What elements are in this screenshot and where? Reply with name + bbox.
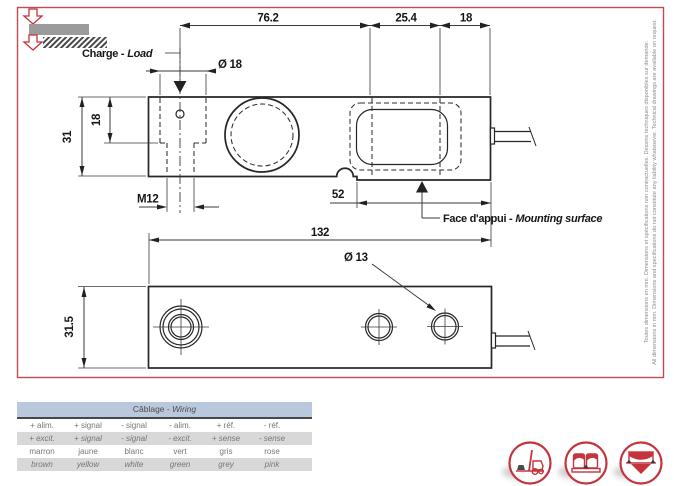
load-direction-icon [24, 9, 107, 50]
fixing-hole [361, 309, 397, 345]
cell: + signal [74, 434, 102, 443]
cell: - réf. [263, 421, 281, 430]
dim-height-31: 31 [62, 130, 74, 144]
cell: rose [264, 447, 280, 456]
dim-height-31-5: 31.5 [64, 316, 76, 338]
dim-mounting-52: 52 [331, 189, 345, 201]
wiring-table [17, 402, 312, 471]
cell: + alim. [30, 421, 54, 430]
load-arrow [174, 81, 187, 93]
threaded-hole [153, 299, 209, 355]
wiring-row-en-signals [17, 432, 312, 445]
mounting-surface-arrow [416, 181, 428, 193]
dim-25-4: 25.4 [395, 12, 417, 25]
cell: + excit. [29, 434, 55, 443]
dim-hole-diameter: Ø 13 [344, 252, 368, 264]
wiring-title-en: Wiring [172, 404, 197, 414]
fixing-hole [427, 309, 463, 345]
cell: pink [264, 460, 280, 469]
cell: white [124, 460, 144, 469]
cell: - sense [258, 434, 286, 443]
cell: grey [218, 460, 234, 469]
cell: green [169, 460, 191, 469]
wiring-title-fr: Câblage - [132, 404, 170, 414]
cable-bottom [492, 331, 536, 350]
dim-thread-m12: M12 [137, 193, 159, 206]
side-view-dimensions [62, 13, 602, 285]
cell: brown [31, 460, 53, 469]
wiring-row-fr-colors [17, 445, 312, 458]
charge-load-label: Charge - Load [82, 48, 153, 60]
cell: gris [219, 447, 233, 456]
platform-roll-weighing-icon [566, 443, 607, 484]
disclaimer-fr: Toutes dimensions en mm. Dimensions et spécifications non contractuelles. Dessins techniques disponibles sur demande. [644, 40, 650, 344]
hopper-weighing-icon [621, 443, 662, 484]
strain-pocket [357, 110, 448, 165]
dim-length-132: 132 [310, 227, 330, 239]
cell: - signal [121, 434, 147, 443]
pallet-truck-weighing-icon [510, 443, 551, 484]
cell: vert [173, 447, 187, 456]
cell: + réf. [216, 421, 236, 430]
sensing-bore [225, 98, 299, 172]
cell: - excit. [168, 434, 192, 443]
disclaimer-en: All dimensions in mm. Dimensions and specifications do not constitute any liability whatsoever. Technical drawings are available on request. [652, 19, 658, 365]
cell: blanc [124, 447, 144, 456]
cell: + sense [211, 434, 241, 443]
dim-76-2: 76.2 [257, 12, 279, 25]
wiring-table-title [17, 402, 312, 419]
wiring-row-en-colors [17, 458, 312, 471]
cell: jaune [78, 447, 98, 456]
bottom-view [64, 252, 535, 368]
dim-depth-18: 18 [91, 113, 103, 127]
wiring-row-fr-signals [17, 419, 312, 432]
dim-bore-diameter: Ø 18 [218, 59, 242, 71]
application-icons [502, 443, 662, 484]
dim-18-top: 18 [459, 12, 473, 25]
cell: yellow [76, 460, 100, 469]
cell: - alim. [169, 421, 191, 430]
cell: + signal [74, 421, 102, 430]
cell: marron [29, 447, 55, 456]
cell: - signal [121, 421, 147, 430]
cable-side [491, 127, 537, 146]
mounting-surface-label: Face d'appui - Mounting surface [443, 213, 603, 225]
